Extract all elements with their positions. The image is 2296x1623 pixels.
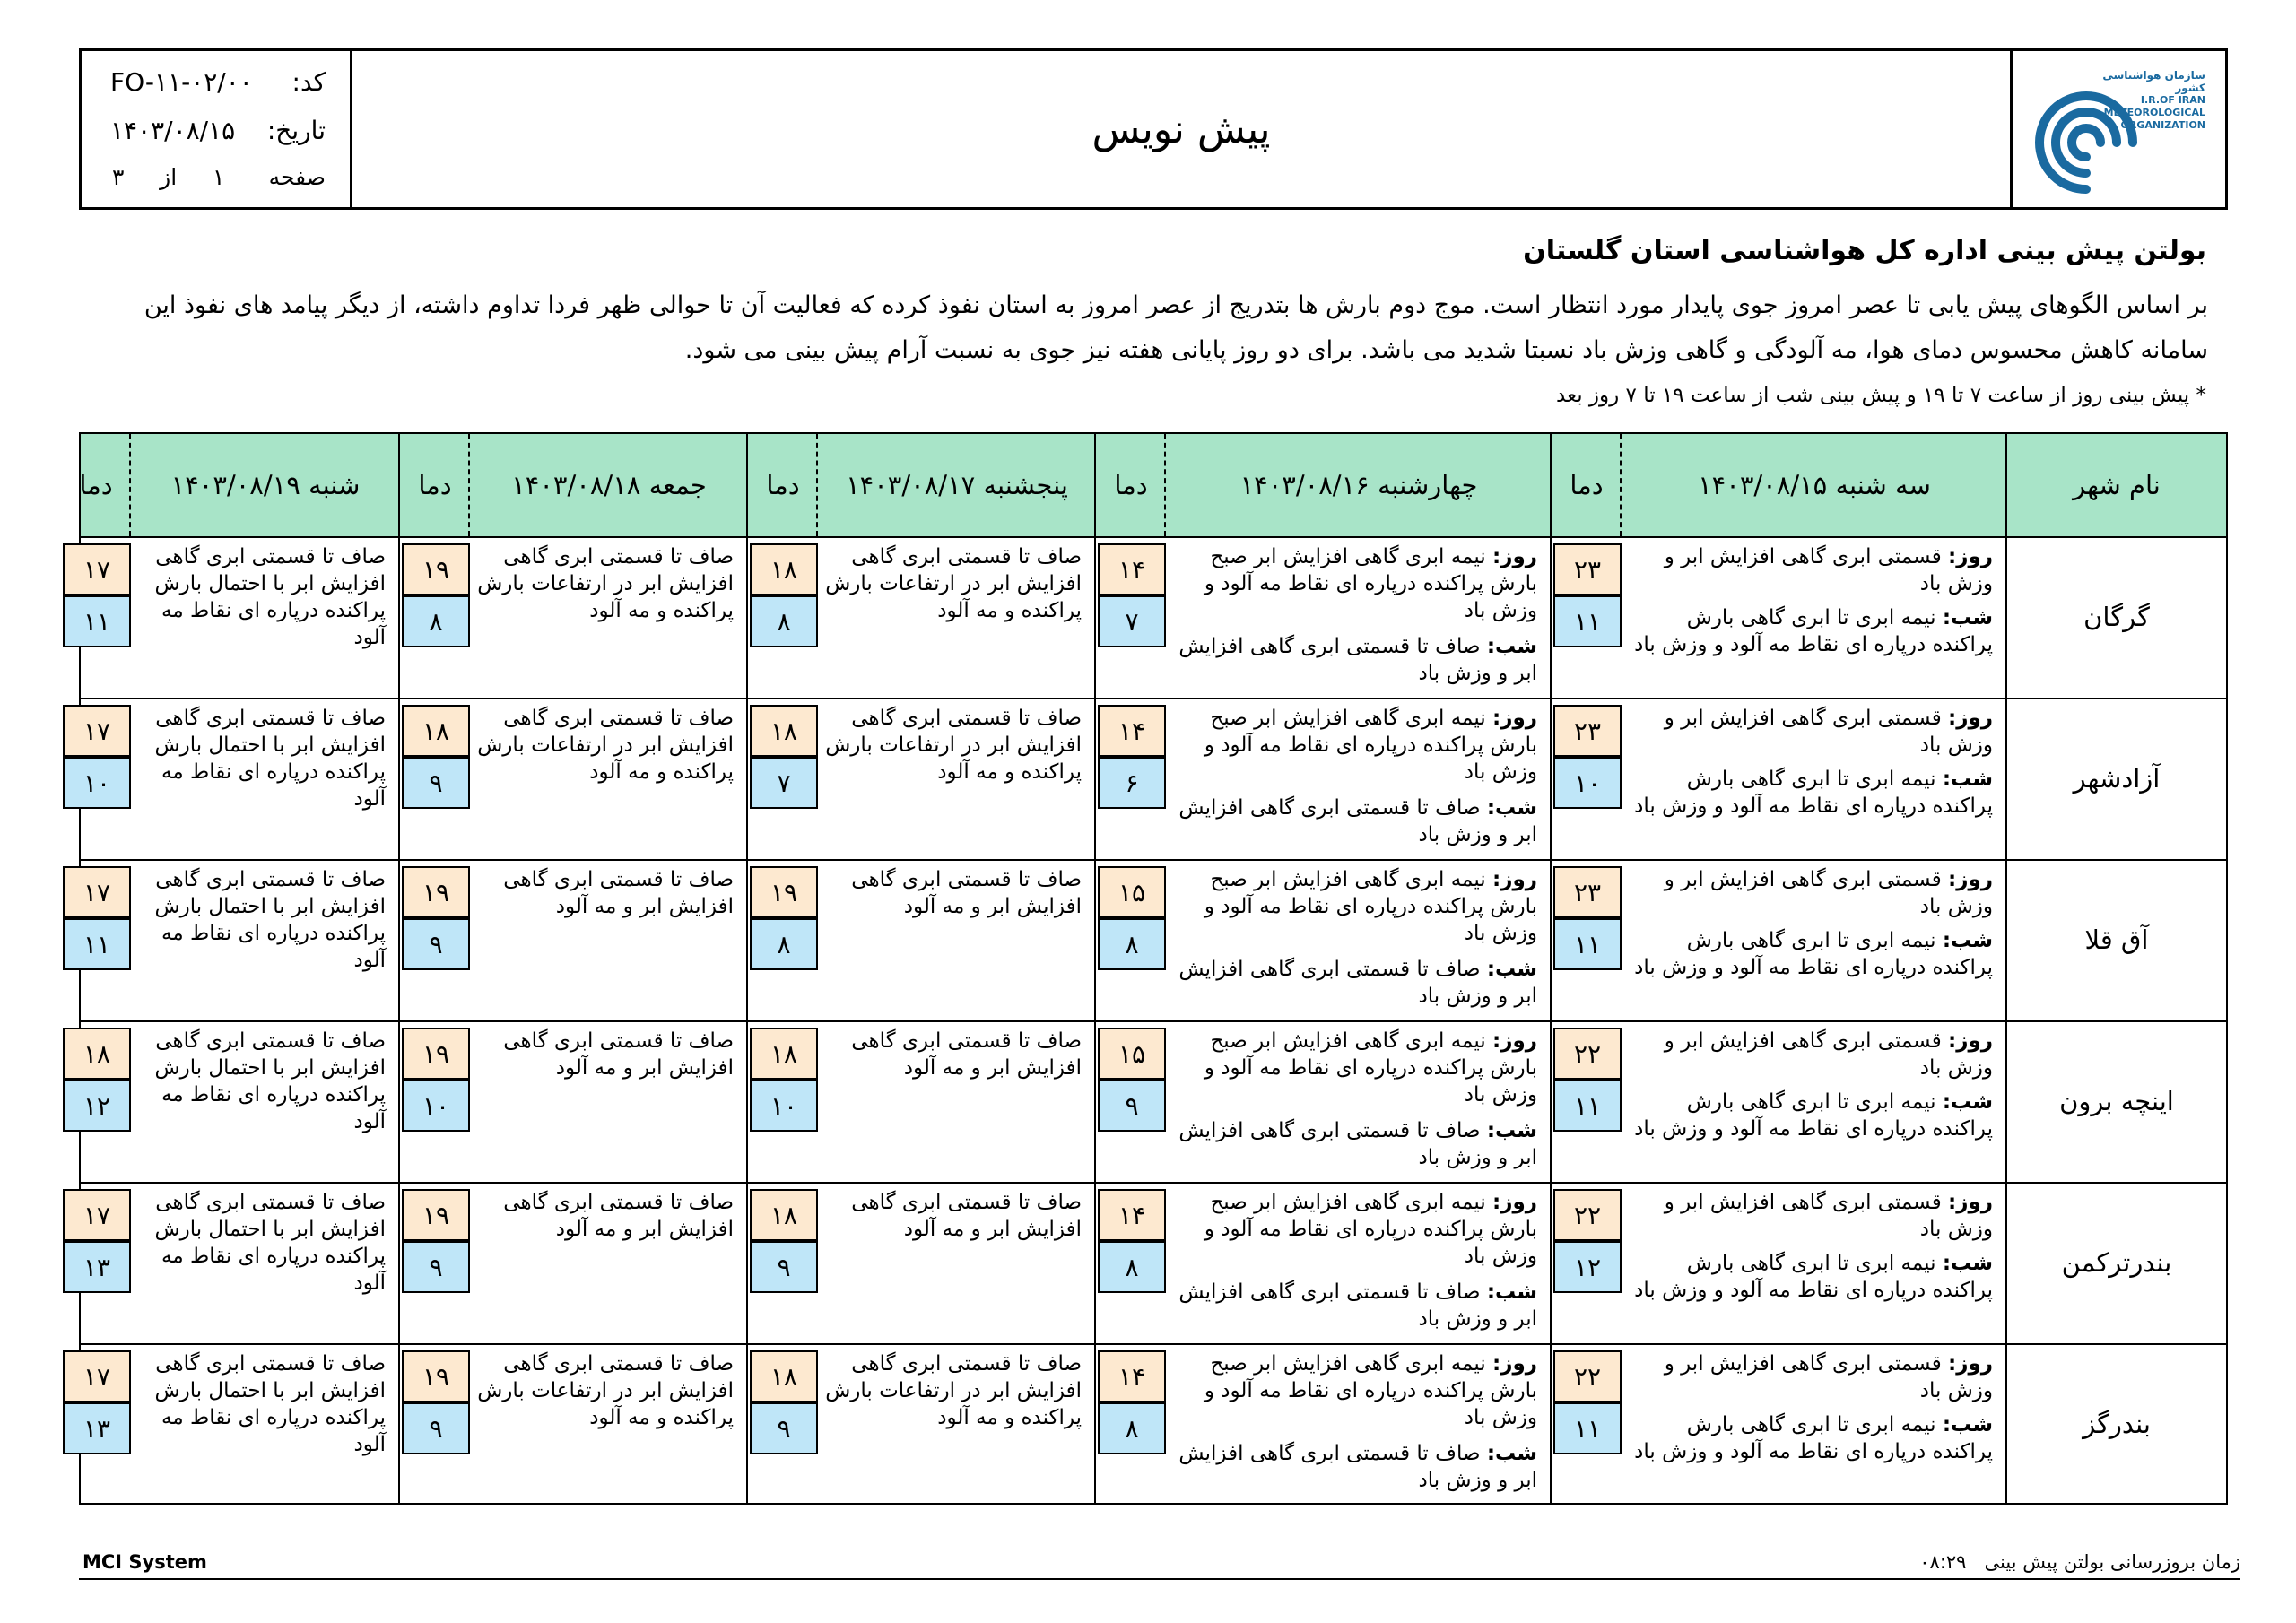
- day-label: روز:: [1492, 868, 1537, 891]
- page-label: صفحه: [268, 164, 326, 190]
- page-row: [82, 164, 342, 209]
- night-forecast-text: صاف تا قسمتی ابری گاهی افزایش ابر و وزش باد: [1178, 796, 1537, 846]
- min-temp: ۱۲: [1553, 1241, 1622, 1293]
- min-temp: ۹: [750, 1402, 818, 1454]
- page-numbering: [112, 164, 224, 190]
- forecast-description: صاف تا قسمتی ابری گاهی افزایش ابر با احتمال بارش پراکنده درپاره ای نقاط مه آلود: [154, 545, 386, 649]
- max-temp: ۱۵: [1098, 866, 1166, 918]
- night-forecast-text: نیمه ابری تا ابری گاهی بارش پراکنده درپاره ای نقاط مه آلود و وزش باد: [1634, 768, 1993, 818]
- day-forecast-text: قسمتی ابری گاهی افزایش ابر و وزش باد: [1664, 545, 1993, 595]
- code-value: FO-۱۱-۰۲/۰۰: [110, 67, 253, 97]
- forecast-description: صاف تا قسمتی ابری گاهی افزایش ابر در ارتفاعات بارش پراکنده و مه آلود: [477, 1352, 734, 1429]
- day-forecast-text: نیمه ابری گاهی افزایش ابر صبح بارش پراکنده درپاره ای نقاط مه آلود و وزش باد: [1204, 1029, 1537, 1107]
- day-forecast: [1629, 1350, 1993, 1404]
- date-value: ۱۴۰۳/۰۸/۱۵: [110, 116, 236, 145]
- max-temp: ۱۸: [750, 543, 818, 595]
- table-row: [81, 1182, 2226, 1345]
- day-label: روز:: [1948, 545, 1993, 568]
- night-label: شب:: [1486, 1119, 1537, 1142]
- min-temp: ۹: [402, 918, 470, 970]
- day-forecast-text: نیمه ابری گاهی افزایش ابر صبح بارش پراکنده درپاره ای نقاط مه آلود و وزش باد: [1204, 707, 1537, 784]
- night-forecast: [1629, 604, 1993, 658]
- page-of: از: [160, 164, 178, 190]
- forecast-description: [1629, 543, 1993, 658]
- day-forecast: [1629, 1189, 1993, 1243]
- max-temp: ۱۹: [402, 1189, 470, 1241]
- min-temp: ۸: [750, 595, 818, 647]
- day-label: روز:: [1948, 868, 1993, 891]
- city-column-header: نام شهر: [2073, 470, 2161, 500]
- forecast-description: صاف تا قسمتی ابری گاهی افزایش ابر با احتمال بارش پراکنده درپاره ای نقاط مه آلود: [154, 1029, 386, 1133]
- forecast-description: [1173, 1350, 1537, 1494]
- night-label: شب:: [1942, 929, 1993, 952]
- min-temp: ۱۰: [402, 1080, 470, 1132]
- night-label: شب:: [1942, 1413, 1993, 1436]
- day-forecast-text: قسمتی ابری گاهی افزایش ابر و وزش باد: [1664, 1352, 1993, 1402]
- forecast-description: صاف تا قسمتی ابری گاهی افزایش ابر در ارتفاعات بارش پراکنده و مه آلود: [825, 545, 1082, 622]
- temp-column-header: دما: [79, 470, 113, 500]
- bulletin-title: بولتن پیش بینی اداره کل هواشناسی استان گلستان: [1523, 235, 2206, 266]
- night-forecast-text: صاف تا قسمتی ابری گاهی افزایش ابر و وزش باد: [1178, 958, 1537, 1008]
- city-name: اینچه برون: [2059, 1086, 2174, 1116]
- night-forecast: [1629, 1250, 1993, 1304]
- day-forecast: [1173, 866, 1537, 947]
- max-temp: ۱۸: [750, 705, 818, 757]
- forecast-description: صاف تا قسمتی ابری گاهی افزایش ابر در ارتفاعات بارش پراکنده و مه آلود: [477, 707, 734, 784]
- night-forecast: [1629, 1089, 1993, 1142]
- max-temp: ۱۸: [63, 1028, 131, 1080]
- max-temp: ۲۲: [1553, 1028, 1622, 1080]
- max-temp: ۱۴: [1098, 543, 1166, 595]
- max-temp: ۱۹: [402, 543, 470, 595]
- forecast-description: [1629, 866, 1993, 981]
- forecast-description: [1173, 705, 1537, 848]
- night-forecast-text: نیمه ابری تا ابری گاهی بارش پراکنده درپاره ای نقاط مه آلود و وزش باد: [1634, 1252, 1993, 1302]
- min-temp: ۹: [402, 1402, 470, 1454]
- day-forecast: [1173, 1350, 1537, 1431]
- min-temp: ۹: [1098, 1080, 1166, 1132]
- footer-divider: [79, 1578, 2240, 1580]
- night-label: شب:: [1486, 1442, 1537, 1465]
- day-label: روز:: [1492, 1029, 1537, 1053]
- forecast-description: صاف تا قسمتی ابری گاهی افزایش ابر در ارتفاعات بارش پراکنده و مه آلود: [477, 545, 734, 622]
- day-forecast-text: قسمتی ابری گاهی افزایش ابر و وزش باد: [1664, 1029, 1993, 1080]
- day-forecast: [1629, 1028, 1993, 1081]
- footer-update-label: زمان بروزرسانی بولتن پیش بینی: [1984, 1551, 2240, 1573]
- day-column-header: چهارشنبه ۱۴۰۳/۰۸/۱۶: [1239, 470, 1478, 500]
- max-temp: ۱۸: [750, 1189, 818, 1241]
- logo-text-en3: ORGANIZATION: [2120, 119, 2205, 131]
- min-temp: ۸: [750, 918, 818, 970]
- page-title: پیش نویس: [1091, 106, 1271, 152]
- table-row: [81, 1020, 2226, 1184]
- max-temp: ۱۷: [63, 543, 131, 595]
- column-divider: [1094, 434, 1096, 1503]
- max-temp: ۲۳: [1553, 866, 1622, 918]
- page-current: ۱: [212, 164, 225, 190]
- forecast-description: صاف تا قسمتی ابری گاهی افزایش ابر و مه آلود: [851, 1029, 1082, 1080]
- min-temp: ۱۱: [63, 918, 131, 970]
- night-label: شب:: [1942, 768, 1993, 791]
- min-temp: ۱۳: [63, 1402, 131, 1454]
- night-label: شب:: [1942, 1252, 1993, 1275]
- min-temp: ۱۱: [1553, 595, 1622, 647]
- day-label: روز:: [1492, 1352, 1537, 1376]
- day-forecast: [1629, 705, 1993, 759]
- max-temp: ۱۹: [402, 866, 470, 918]
- min-temp: ۷: [750, 757, 818, 809]
- forecast-description: [1173, 866, 1537, 1010]
- night-forecast: [1629, 766, 1993, 820]
- max-temp: ۱۹: [402, 1350, 470, 1402]
- max-temp: ۱۵: [1098, 1028, 1166, 1080]
- min-temp: ۹: [402, 1241, 470, 1293]
- day-forecast-text: قسمتی ابری گاهی افزایش ابر و وزش باد: [1664, 707, 1993, 757]
- day-column-header: جمعه ۱۴۰۳/۰۸/۱۸: [511, 470, 707, 500]
- document-header: [79, 48, 2228, 210]
- day-forecast: [1629, 543, 1993, 597]
- forecast-description: صاف تا قسمتی ابری گاهی افزایش ابر در ارتفاعات بارش پراکنده و مه آلود: [825, 1352, 1082, 1429]
- table-row: [81, 536, 2226, 699]
- logo-text-fa: سازمان هواشناسی کشور: [2102, 69, 2205, 94]
- forecast-description: [1173, 543, 1537, 687]
- forecast-description: صاف تا قسمتی ابری گاهی افزایش ابر و مه آلود: [851, 868, 1082, 918]
- max-temp: ۲۲: [1553, 1189, 1622, 1241]
- day-forecast-text: قسمتی ابری گاهی افزایش ابر و وزش باد: [1664, 868, 1993, 918]
- night-label: شب:: [1486, 796, 1537, 820]
- day-forecast-text: نیمه ابری گاهی افزایش ابر صبح بارش پراکنده درپاره ای نقاط مه آلود و وزش باد: [1204, 545, 1537, 622]
- min-temp: ۱۰: [1553, 757, 1622, 809]
- day-forecast-text: نیمه ابری گاهی افزایش ابر صبح بارش پراکنده درپاره ای نقاط مه آلود و وزش باد: [1204, 1352, 1537, 1429]
- night-label: شب:: [1486, 635, 1537, 658]
- min-temp: ۱۰: [750, 1080, 818, 1132]
- forecast-description: [1173, 1189, 1537, 1332]
- logo-area: [2010, 51, 2225, 207]
- forecast-description: [1629, 1189, 1993, 1304]
- day-forecast-text: نیمه ابری گاهی افزایش ابر صبح بارش پراکنده درپاره ای نقاط مه آلود و وزش باد: [1204, 1191, 1537, 1268]
- page-total: ۳: [112, 164, 125, 190]
- min-temp: ۸: [402, 595, 470, 647]
- day-forecast: [1173, 1028, 1537, 1108]
- min-temp: ۱۱: [63, 595, 131, 647]
- max-temp: ۱۴: [1098, 705, 1166, 757]
- night-forecast-text: نیمه ابری تا ابری گاهی بارش پراکنده درپاره ای نقاط مه آلود و وزش باد: [1634, 1090, 1993, 1141]
- temp-column-header: دما: [1570, 470, 1604, 500]
- table-row: [81, 859, 2226, 1022]
- night-forecast-text: صاف تا قسمتی ابری گاهی افزایش ابر و وزش باد: [1178, 1442, 1537, 1492]
- min-temp: ۱۱: [1553, 1080, 1622, 1132]
- footer-update: [1919, 1551, 2240, 1573]
- temp-column-header: دما: [766, 470, 800, 500]
- city-name: گرگان: [2083, 602, 2150, 632]
- day-forecast-text: قسمتی ابری گاهی افزایش ابر و وزش باد: [1664, 1191, 1993, 1241]
- max-temp: ۲۳: [1553, 705, 1622, 757]
- max-temp: ۱۸: [750, 1350, 818, 1402]
- logo-text-en2: METEOROLOGICAL: [2103, 107, 2205, 118]
- night-forecast: [1173, 956, 1537, 1010]
- forecast-description: صاف تا قسمتی ابری گاهی افزایش ابر با احتمال بارش پراکنده درپاره ای نقاط مه آلود: [154, 1352, 386, 1456]
- column-divider: [398, 434, 400, 1503]
- date-row: [82, 116, 342, 161]
- night-label: شب:: [1942, 606, 1993, 629]
- city-name: بندرگز: [2083, 1409, 2151, 1439]
- min-temp: ۶: [1098, 757, 1166, 809]
- day-column-header: شنبه ۱۴۰۳/۰۸/۱۹: [170, 470, 361, 500]
- logo-text: [2071, 69, 2205, 132]
- forecast-description: صاف تا قسمتی ابری گاهی افزایش ابر با احتمال بارش پراکنده درپاره ای نقاط مه آلود: [154, 1191, 386, 1295]
- max-temp: ۱۴: [1098, 1189, 1166, 1241]
- day-label: روز:: [1948, 1352, 1993, 1376]
- temp-column-header: دما: [418, 470, 452, 500]
- max-temp: ۱۷: [63, 866, 131, 918]
- max-temp: ۲۳: [1553, 543, 1622, 595]
- day-forecast-text: نیمه ابری گاهی افزایش ابر صبح بارش پراکنده درپاره ای نقاط مه آلود و وزش باد: [1204, 868, 1537, 945]
- column-divider: [1550, 434, 1552, 1503]
- logo-text-en1: I.R.OF IRAN: [2140, 94, 2205, 106]
- table-row: [81, 1343, 2226, 1505]
- day-label: روز:: [1492, 1191, 1537, 1214]
- min-temp: ۱۲: [63, 1080, 131, 1132]
- max-temp: ۱۸: [402, 705, 470, 757]
- day-forecast: [1173, 543, 1537, 624]
- max-temp: ۱۷: [63, 1350, 131, 1402]
- forecast-description: صاف تا قسمتی ابری گاهی افزایش ابر و مه آلود: [503, 868, 734, 918]
- forecast-description: [1629, 705, 1993, 820]
- intro-paragraph: بر اساس الگوهای پیش یابی تا عصر امروز جوی پایدار مورد انتظار است. موج دوم بارش ها بتدریج از عصر امروز به استان نفوذ کرده که فعالیت آن تا حوالی ظهر فردا تداوم داشته، از دیگر پیامد های نفوذ این سامانه کاهش محسوس دمای هوا، مه آلودگی و گاهی وزش باد نسبتا شدید می باشد. برای دو روز پایانی هفته نیز جوی به نسبت آرام پیش بینی می شود.: [144, 291, 2208, 364]
- min-temp: ۹: [402, 757, 470, 809]
- table-row: [81, 698, 2226, 861]
- code-row: [82, 67, 342, 112]
- night-forecast-text: نیمه ابری تا ابری گاهی بارش پراکنده درپاره ای نقاط مه آلود و وزش باد: [1634, 1413, 1993, 1463]
- min-temp: ۸: [1098, 1241, 1166, 1293]
- max-temp: ۱۹: [750, 866, 818, 918]
- night-forecast: [1629, 1411, 1993, 1465]
- min-temp: ۸: [1098, 918, 1166, 970]
- date-label: تاریخ:: [266, 116, 326, 145]
- day-label: روز:: [1948, 707, 1993, 730]
- day-label: روز:: [1948, 1191, 1993, 1214]
- footer-system: MCI System: [83, 1551, 207, 1573]
- day-label: روز:: [1492, 545, 1537, 568]
- footer-update-time: ۰۸:۲۹: [1919, 1551, 1967, 1573]
- min-temp: ۹: [750, 1241, 818, 1293]
- forecast-description: صاف تا قسمتی ابری گاهی افزایش ابر و مه آلود: [851, 1191, 1082, 1241]
- night-forecast-text: نیمه ابری تا ابری گاهی بارش پراکنده درپاره ای نقاط مه آلود و وزش باد: [1634, 929, 1993, 979]
- column-divider: [746, 434, 748, 1503]
- day-label: روز:: [1948, 1029, 1993, 1053]
- day-column-header: پنجشنبه ۱۴۰۳/۰۸/۱۷: [846, 470, 1068, 500]
- night-label: شب:: [1942, 1090, 1993, 1114]
- night-forecast: [1173, 633, 1537, 687]
- day-forecast: [1173, 705, 1537, 785]
- forecast-description: صاف تا قسمتی ابری گاهی افزایش ابر و مه آلود: [503, 1029, 734, 1080]
- forecast-description: صاف تا قسمتی ابری گاهی افزایش ابر با احتمال بارش پراکنده درپاره ای نقاط مه آلود: [154, 707, 386, 811]
- night-forecast: [1173, 1117, 1537, 1171]
- max-temp: ۱۷: [63, 705, 131, 757]
- night-forecast: [1629, 927, 1993, 981]
- night-forecast: [1173, 1279, 1537, 1332]
- day-column-header: سه شنبه ۱۴۰۳/۰۸/۱۵: [1698, 470, 1931, 500]
- day-forecast: [1629, 866, 1993, 920]
- forecast-description: صاف تا قسمتی ابری گاهی افزایش ابر با احتمال بارش پراکنده درپاره ای نقاط مه آلود: [154, 868, 386, 972]
- city-name: آزادشهر: [2073, 763, 2161, 794]
- max-temp: ۱۸: [750, 1028, 818, 1080]
- city-name: آق قلا: [2084, 924, 2149, 955]
- column-divider: [2005, 434, 2007, 1503]
- max-temp: ۲۲: [1553, 1350, 1622, 1402]
- table-header: [81, 434, 2226, 538]
- min-temp: ۸: [1098, 1402, 1166, 1454]
- document-meta: [82, 51, 352, 207]
- min-temp: ۱۱: [1553, 1402, 1622, 1454]
- forecast-time-note: * پیش بینی روز از ساعت ۷ تا ۱۹ و پیش بینی شب از ساعت ۱۹ تا ۷ روز بعد: [1556, 384, 2206, 407]
- max-temp: ۱۴: [1098, 1350, 1166, 1402]
- max-temp: ۱۹: [402, 1028, 470, 1080]
- code-label: کد:: [291, 67, 326, 97]
- night-forecast: [1173, 1440, 1537, 1494]
- night-label: شب:: [1486, 1280, 1537, 1304]
- min-temp: ۱۳: [63, 1241, 131, 1293]
- min-temp: ۱۱: [1553, 918, 1622, 970]
- city-name: بندرترکمن: [2061, 1247, 2172, 1278]
- night-label: شب:: [1486, 958, 1537, 981]
- day-label: روز:: [1492, 707, 1537, 730]
- night-forecast-text: صاف تا قسمتی ابری گاهی افزایش ابر و وزش باد: [1178, 635, 1537, 685]
- min-temp: ۱۰: [63, 757, 131, 809]
- min-temp: ۷: [1098, 595, 1166, 647]
- night-forecast-text: نیمه ابری تا ابری گاهی بارش پراکنده درپاره ای نقاط مه آلود و وزش باد: [1634, 606, 1993, 656]
- night-forecast-text: صاف تا قسمتی ابری گاهی افزایش ابر و وزش باد: [1178, 1119, 1537, 1169]
- forecast-description: صاف تا قسمتی ابری گاهی افزایش ابر و مه آلود: [503, 1191, 734, 1241]
- forecast-description: [1173, 1028, 1537, 1171]
- max-temp: ۱۷: [63, 1189, 131, 1241]
- day-forecast: [1173, 1189, 1537, 1270]
- forecast-description: [1629, 1028, 1993, 1142]
- night-forecast: [1173, 794, 1537, 848]
- night-forecast-text: صاف تا قسمتی ابری گاهی افزایش ابر و وزش باد: [1178, 1280, 1537, 1331]
- temp-column-header: دما: [1114, 470, 1148, 500]
- forecast-description: [1629, 1350, 1993, 1465]
- forecast-description: صاف تا قسمتی ابری گاهی افزایش ابر در ارتفاعات بارش پراکنده و مه آلود: [825, 707, 1082, 784]
- forecast-table: [79, 432, 2228, 1505]
